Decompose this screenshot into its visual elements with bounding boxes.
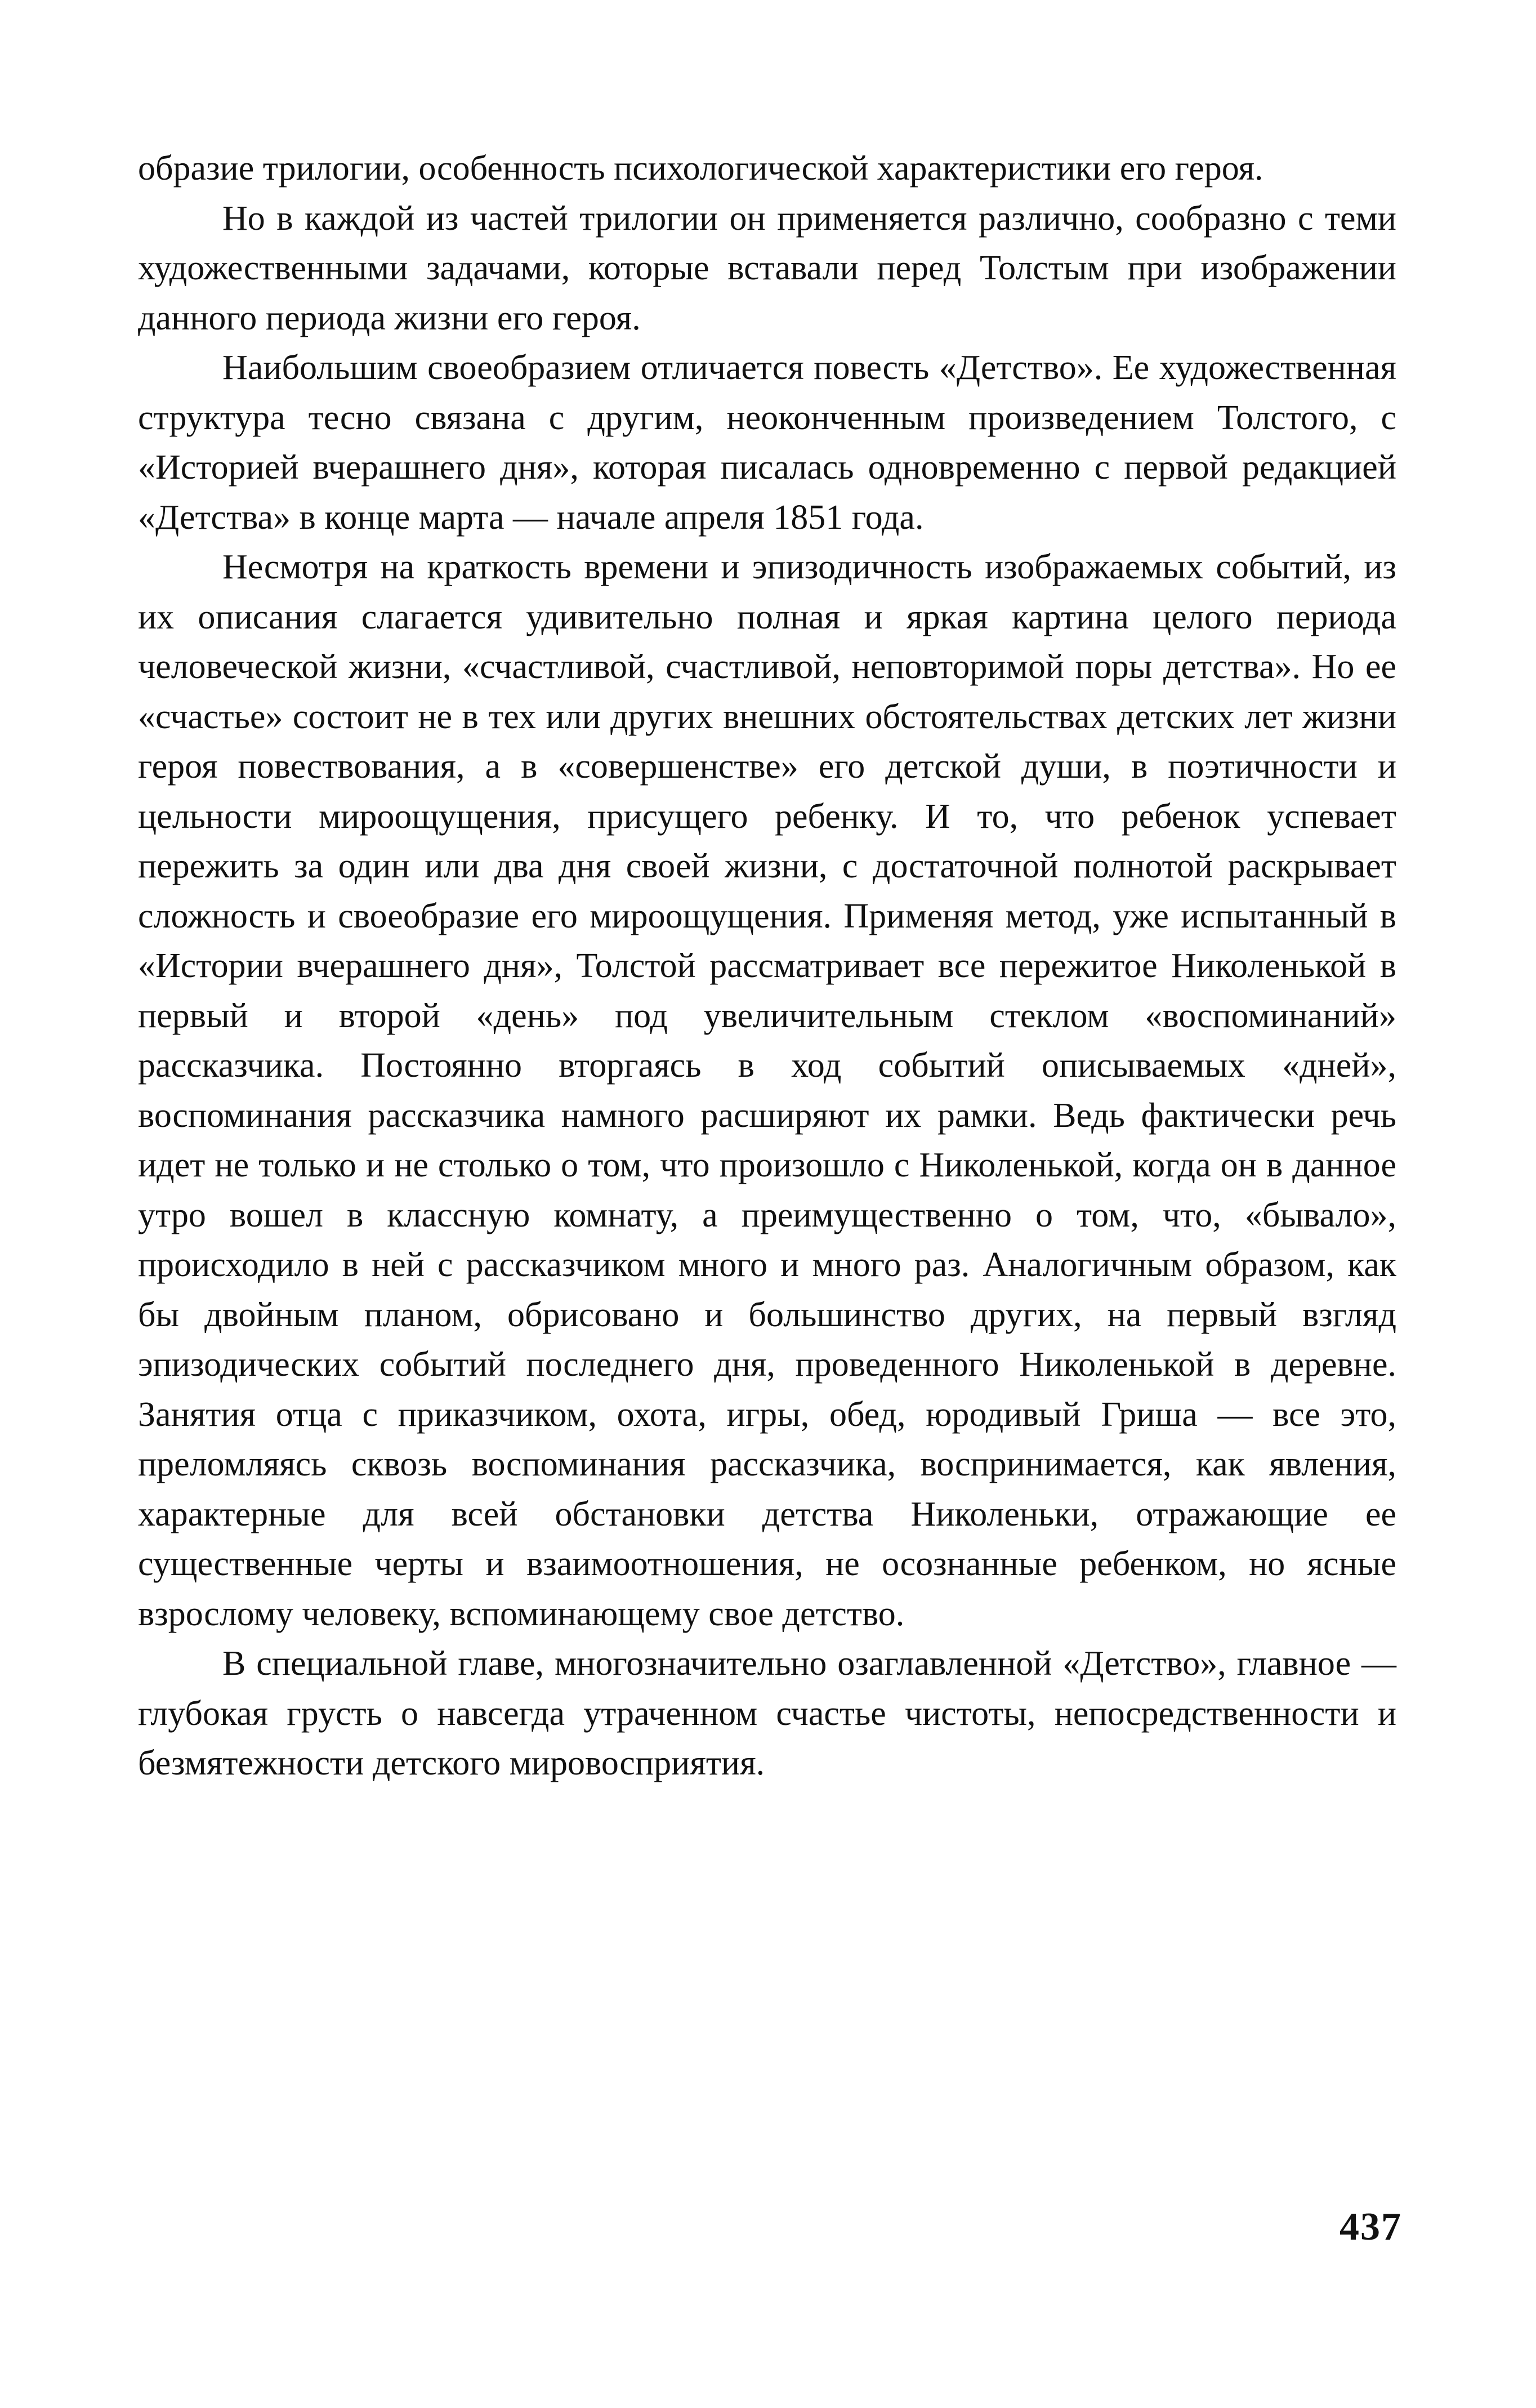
- paragraph: В специальной главе, многозначительно озаглавленной «Детство», главное — глубокая грусть о навсегда утраченном счастье чистоты, непосредственности и безмятежности детского мировосприятия.: [138, 1644, 1396, 1782]
- paragraph: Наибольшим своеобразием отличается повесть «Детство». Ее художественная структура тесно связана с другим, неоконченным произведением Толстого, с «Историей вчерашнего дня», которая писалась одновременно с первой редакцией «Детства» в конце марта — начале апреля 1851 года.: [138, 349, 1396, 537]
- paragraph: Несмотря на краткость времени и эпизодичность изображаемых событий, из их описания слагается удивительно полная и яркая картина целого периода человеческой жизни, «счастливой, счастливой, неповторимой поры детства». Но ее «счастье» состоит не в тех или других внешних обстоятельствах детских лет жизни героя повествования, а в «совершенстве» его детской души, в поэтичности и цельности мироощущения, присущего ребенку. И то, что ребенок успевает пережить за один или два дня своей жизни, с достаточной полнотой раскрывает сложность и своеобразие его мироощущения. Применяя метод, уже испытанный в «Истории вчерашнего дня», Толстой рассматривает все пережитое Николенькой в первый и второй «день» под увеличительным стеклом «воспоминаний» рассказчика. Постоянно вторгаясь в ход событий описываемых «дней», воспоминания рассказчика намного расширяют их рамки. Ведь фактически речь идет не только и не столько о том, что произошло с Николенькой, когда он в данное утро вошел в классную комнату, а преимущественно о том, что, «бывало», происходило в ней с рассказчиком много и много раз. Аналогичным образом, как бы двойным планом, обрисовано и большинство других, на первый взгляд эпизодических событий последнего дня, проведенного Николенькой в деревне. Занятия отца с приказчиком, охота, игры, обед, юродивый Гриша — все это, преломляясь сквозь воспоминания рассказчика, воспринимается, как явления, характерные для всей обстановки детства Николеньки, отражающие ее существенные черты и взаимоотношения, не осознанные ребенком, но ясные взрослому человеку, вспоминающему свое детство.: [138, 548, 1396, 1633]
- page-number: 437: [1339, 2205, 1402, 2249]
- paragraph: Но в каждой из частей трилогии он применяется различно, сообразно с теми художественными задачами, которые вставали перед Толстым при изображении данного периода жизни его героя.: [138, 199, 1396, 337]
- paragraph-continuation: образие трилогии, особенность психологической характеристики его героя.: [138, 149, 1263, 188]
- body-text: [138, 144, 1396, 1789]
